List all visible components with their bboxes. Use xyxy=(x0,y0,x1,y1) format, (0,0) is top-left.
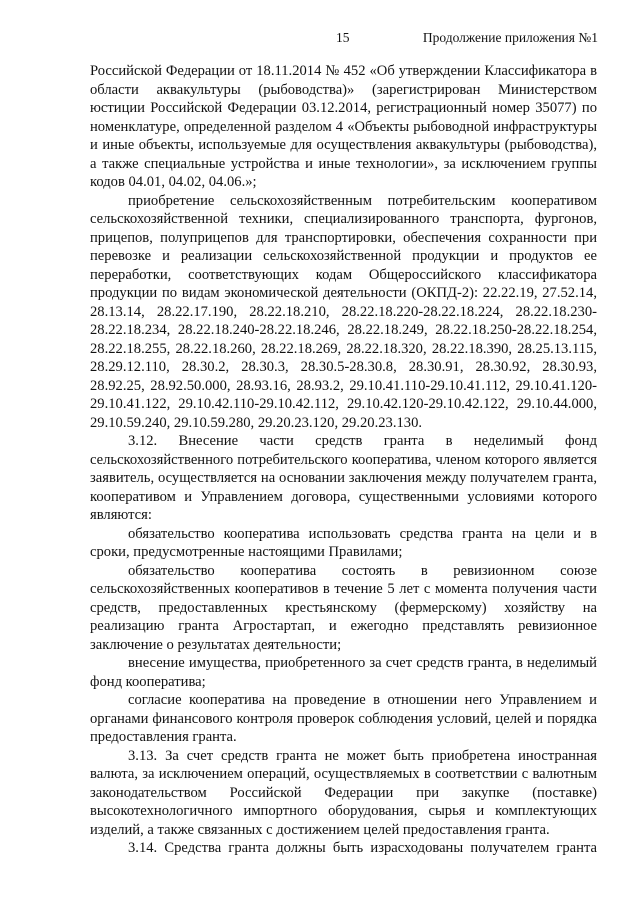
paragraph-obligation-audit-union: обязательство кооператива состоять в ревизионном союзе сельскохозяйственных кооперативов в течение 5 лет с момента получения части средств, предоставленных крестьянскому (фермерскому) хозяйству на реализацию гранта Агростартап, и ежегодно представлять ревизионное заключение о результатах деятельности; xyxy=(90,562,597,653)
page-header xyxy=(0,30,640,50)
paragraph-3-14: 3.14. Средства гранта должны быть израсходованы получателем гранта xyxy=(128,840,597,856)
paragraph-property-contribution: внесение имущества, приобретенного за счет средств гранта, в неделимый фонд кооператива; xyxy=(90,655,597,690)
paragraph-consent-inspections: согласие кооператива на проведение в отношении него Управлением и органами финансового контроля проверок соблюдения условий, целей и порядка предоставления гранта. xyxy=(90,692,597,745)
paragraph-3-13: 3.13. За счет средств гранта не может быть приобретена иностранная валюта, за исключением операций, осуществляемых в соответствии с валютным законодательством Российской Федерации при закупке (поставке) высокотехнологичного импортного оборудования, сырья и комплектующих изделий, а также связанных с достижением целей предоставления гранта. xyxy=(90,747,597,838)
paragraph-obligation-use-funds: обязательство кооператива использовать средства гранта на цели и в сроки, предусмотренные настоящими Правилами; xyxy=(90,525,597,560)
paragraph-equipment-purchase: приобретение сельскохозяйственным потребительским кооперативом сельскохозяйственной техники, специализированного транспорта, фургонов, прицепов, полуприцепов для транспортировки, обеспечения сохранности при перевозке и реализации сельскохозяйственной продукции и продуктов ее переработки, соответствующих кодам Общероссийского классификатора продукции по видам экономической деятельности (ОКПД-2): 22.22.19, 27.52.14, 28.13.14, 28.22.17.190, 28.22.18.210, 28.22.18.220-28.22.18.224, 28.22.18.230-28.22.18.234, 28.22.18.240-28.22.18.246, 28.22.18.249, 28.22.18.250-28.22.18.254, 28.22.18.255, 28.22.18.260, 28.22.18.269, 28.22.18.320, 28.22.18.390, 28.25.13.115, 28.29.12.110, 28.30.2, 28.30.3, 28.30.5-28.30.8, 28.30.91, 28.30.92, 28.30.93, 28.92.25, 28.92.50.000, 28.93.16, 28.93.2, 29.10.41.110-29.10.41.112, 29.10.41.120-29.10.41.122, 29.10.42.110-29.10.42.112, 29.10.42.120-29.10.42.122, 29.10.44.000, 29.10.59.240, 29.10.59.280, 29.20.23.120, 29.20.23.130. xyxy=(90,192,597,431)
page-number: 15 xyxy=(336,30,350,45)
paragraph-classifier-reference: Российской Федерации от 18.11.2014 № 452 «Об утверждении Классификатора в области аквакультуры (рыбоводства)» (зарегистрирован Министерством юстиции Российской Федерации 03.12.2014, регистрационный номер 35077) по номенклатуре, определенной разделом 4 «Объекты рыбоводной инфраструктуры и иные объекты, используемые для осуществления аквакультуры (рыбоводства), а также специальные устройства и иные технологии», за исключением группы кодов 04.01, 04.02, 04.06.»; xyxy=(90,63,597,190)
document-body xyxy=(90,62,597,858)
continuation-label: Продолжение приложения №1 xyxy=(422,30,598,45)
paragraph-3-12: 3.12. Внесение части средств гранта в неделимый фонд сельскохозяйственного потребительского кооператива, членом которого является заявитель, осуществляется на основании заключения между получателем гранта, кооперативом и Управлением договора, существенными условиями которого являются: xyxy=(90,433,597,523)
